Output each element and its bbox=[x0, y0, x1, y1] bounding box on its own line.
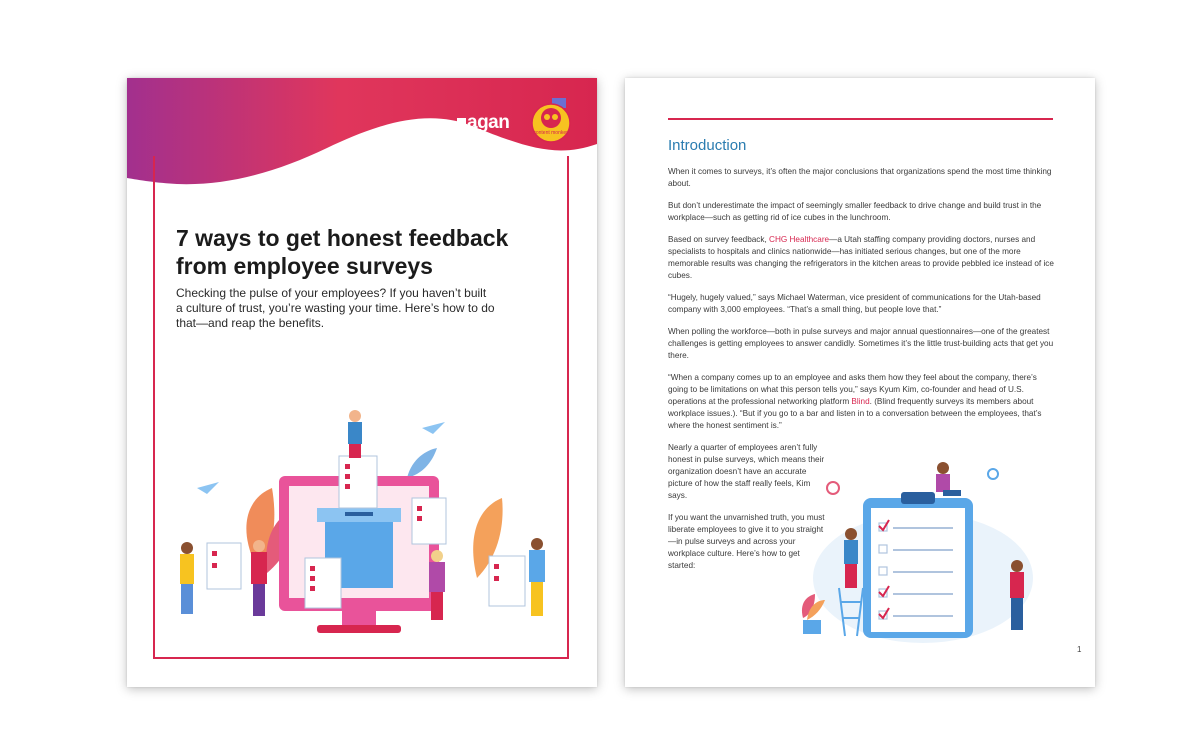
paragraph-6: “When a company comes up to an employee and asks them how they feel about the company, there’s going to be limitations on what this person tells you,” says Kyum Kim, co-founder and head of U.S. operations at the professional networking platform Blind. (Blind frequently surveys its members about workplace issues.). “But if you go to a bar and listen in to a conversation between the employees, that’s where the honest sentiment is.” bbox=[668, 373, 1042, 430]
paragraph-7: Nearly a quarter of employees aren’t fully honest in pulse surveys, which means their organization doesn’t have an accurate picture of how the staff really feels, Kim says. bbox=[668, 443, 825, 500]
content-monkey-badge bbox=[530, 96, 572, 144]
cover-page bbox=[127, 78, 597, 687]
paragraph-3: Based on survey feedback, CHG Healthcare—a Utah staffing company providing doctors, nurses and specialists to hospitals and clinics nationwide—has initiated serious changes, but one of the more memorable results was changing the refrigerators in the kitchen areas to provide pebbled ice instead of ice cubes. bbox=[668, 235, 1054, 280]
survey-ballot-illustration bbox=[167, 398, 567, 638]
paragraph-1: When it comes to surveys, it’s often the major conclusions that organizations spend the most time thinking about. bbox=[668, 167, 1052, 188]
badge-text: content monkey bbox=[533, 130, 569, 136]
paragraph-5: When polling the workforce—both in pulse surveys and major annual questionnaires—one of the greatest challenges is getting employees to answer candidly. Sometimes it’s the little trust-building acts that get you there. bbox=[668, 327, 1054, 360]
cover-subtitle: Checking the pulse of your employees? If you haven’t built a culture of trust, you’re wasting your time. Here’s how to do that—and reap the benefits. bbox=[176, 286, 495, 330]
paragraph-4: “Hugely, hugely valued,” says Michael Waterman, vice president of communications for the Utah-based company with 3,000 employees. “That’s a small thing, but people love that.” bbox=[668, 293, 1041, 314]
header-rule bbox=[668, 118, 1053, 120]
blind-link[interactable]: Blind bbox=[851, 397, 870, 406]
cover-title: 7 ways to get honest feedback from employee surveys bbox=[176, 225, 509, 279]
paragraph-2: But don’t underestimate the impact of seemingly smaller feedback to drive change and build trust in the workplace—such as getting rid of ice cubes in the lunchroom. bbox=[668, 201, 1042, 222]
clipboard-checklist-illustration bbox=[793, 458, 1053, 648]
page-number: 1 bbox=[1077, 645, 1082, 654]
introduction-page bbox=[625, 78, 1095, 687]
paragraph-8: If you want the unvarnished truth, you must liberate employees to give it to you straight—in pulse surveys and across your workplace culture. Here’s how to get started: bbox=[668, 513, 825, 570]
chg-healthcare-link[interactable]: CHG Healthcare bbox=[769, 235, 830, 244]
introduction-heading: Introduction bbox=[668, 137, 747, 154]
ragan-logo: agan bbox=[457, 112, 509, 134]
